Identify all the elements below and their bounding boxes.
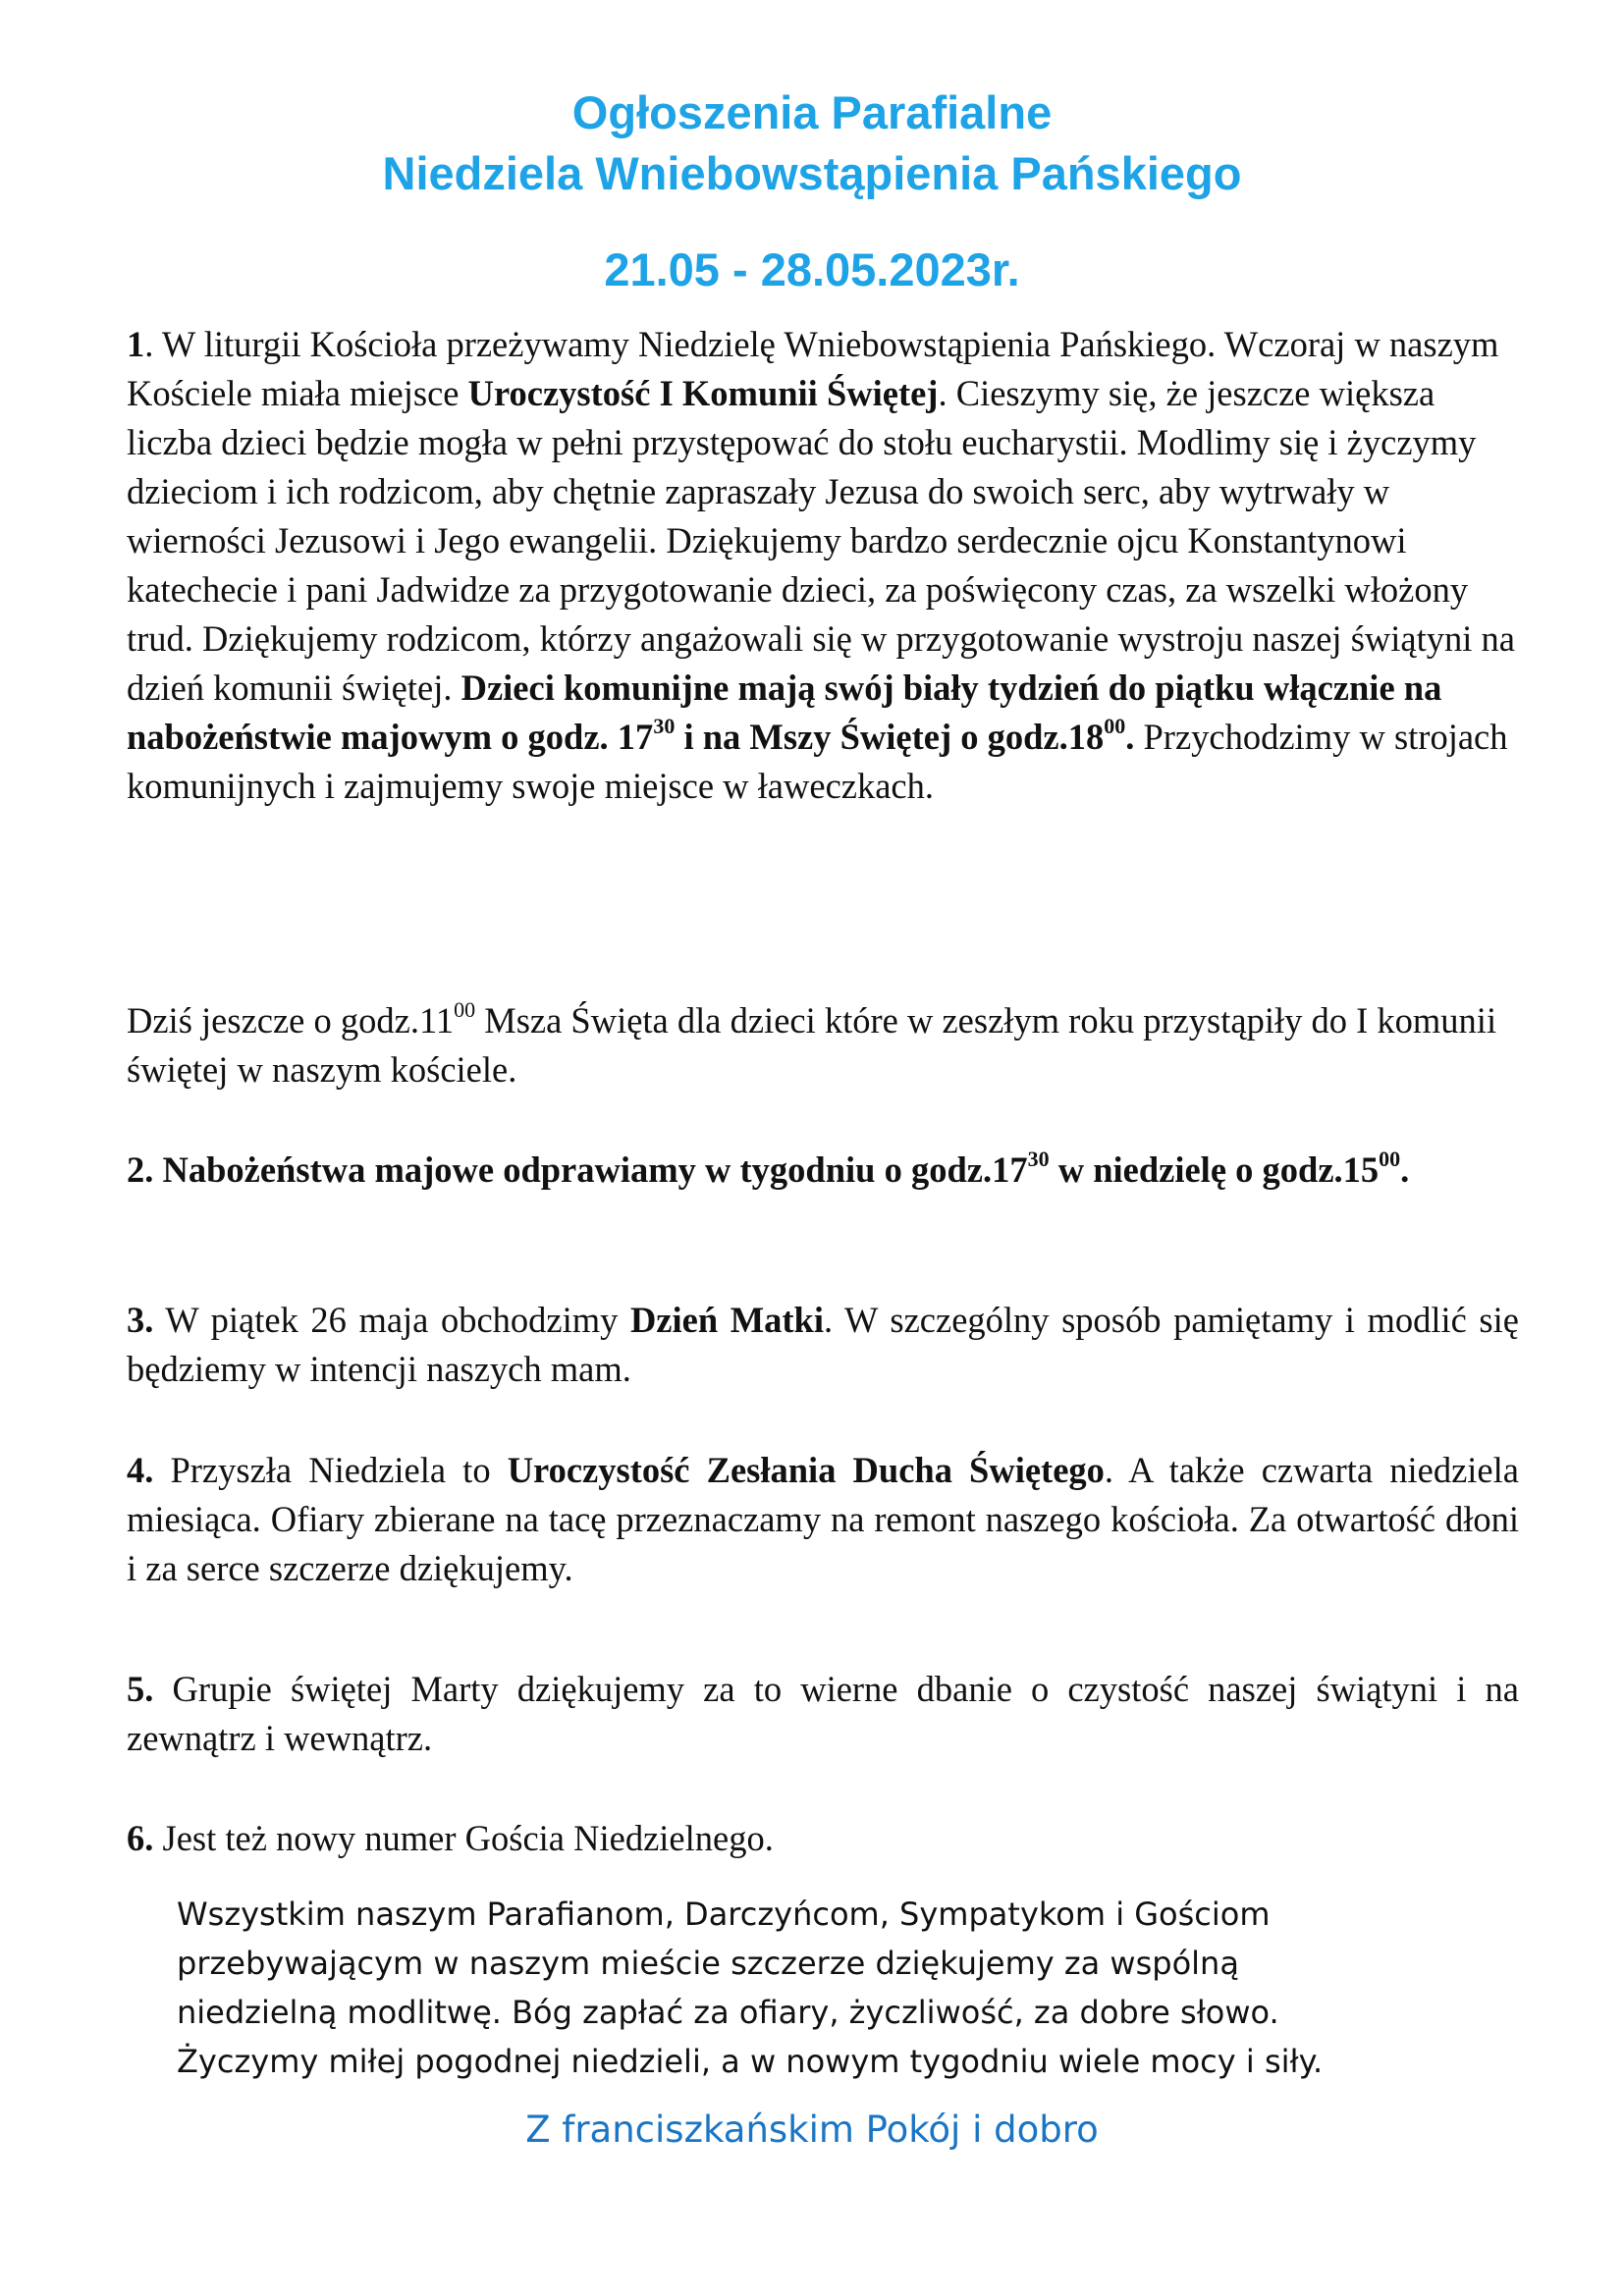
closing-line-1: Wszystkim naszym Parafianom, Darczyńcom, Sympatykom i Gościom bbox=[177, 1896, 1271, 1933]
date-range: 21.05 - 28.05.2023r. bbox=[604, 243, 1020, 295]
announcement-5: 5. Grupie świętej Marty dziękujemy za to wierne dbanie o czystość naszej świątyni i na zewnątrz i wewnątrz. bbox=[127, 1669, 1519, 1758]
announcement-2: 2. Nabożeństwa majowe odprawiamy w tygodniu o $godz.17^{30}$ w niedzielę o $godz.15^{00}$. bbox=[127, 1146, 1410, 1190]
closing-line-3: niedzielną modlitwę. Bóg zapłać za ofiary, życzliwość, za dobre słowo. bbox=[177, 1994, 1279, 2031]
announcement-number: 3. bbox=[127, 1300, 154, 1340]
announcement-1: 1. W liturgii Kościoła przeżywamy Niedzielę Wniebowstąpienia Pańskiego. Wczoraj w naszym Kościele miała miejsce Uroczystość I Komunii Świętej. Cieszymy się, że jeszcze większa liczba dzieci będzie mogła w pełni przystępować do stołu eucharystii. Modlimy się i życzymy dzieciom i ich rodzicom, aby chętnie zapraszały Jezusa do swoich serc, aby wytrwały w wierności Jezusowi i Jego ewangelii. Dziękujemy bardzo serdecznie ojcu Konstantynowi katechecie i pani Jadwidze za przygotowanie dzieci, za poświęcony czas, za wszelki włożony trud. Dziękujemy rodzicom, którzy angażowali się w przygotowanie wystroju naszej świątyni na dzień komunii świętej. Dzieci komunijne mają swój biały tydzień do piątku włącznie na nabożeństwie majowym o godz. $17^{30}$ i na Mszy Świętej o $godz.18^{00}$. Przychodzimy w strojach komunijnych i zajmujemy swoje miejsce w ławeczkach. bbox=[127, 324, 1515, 806]
closing-line-4: Życzymy miłej pogodnej niedzieli, a w nowym tygodniu wiele mocy i siły. bbox=[177, 2043, 1324, 2080]
announcement-number: 5. bbox=[127, 1669, 154, 1709]
announcement-4: 4. Przyszła Niedziela to Uroczystość Zesłania Ducha Świętego. A także czwarta niedziela miesiąca. Ofiary zbierane na tacę przeznaczamy na remont naszego kościoła. Za otwartość dłoni i za serce szczerze dziękujemy. bbox=[127, 1450, 1519, 1588]
announcement-number: 1 bbox=[127, 324, 145, 364]
announcement-number: 6. bbox=[127, 1818, 154, 1858]
announcement-1-note: Dziś jeszcze o $godz.11^{00}$ Msza Święta dla dzieci które w zeszłym roku przystąpiły do I komunii świętej w naszym kościele. bbox=[127, 996, 1497, 1090]
announcement-6: 6. Jest też nowy numer Gościa Niedzielnego. bbox=[127, 1818, 774, 1858]
announcement-3: 3. W piątek 26 maja obchodzimy Dzień Matki. W szczególny sposób pamiętamy i modlić się będziemy w intencji naszych mam. bbox=[127, 1300, 1519, 1389]
page-subtitle: Niedziela Wniebowstąpienia Pańskiego bbox=[382, 147, 1242, 199]
closing-line-2: przebywającym w naszym mieście szczerze dziękujemy za wspólną bbox=[177, 1945, 1239, 1982]
announcement-number: 4. bbox=[127, 1450, 154, 1490]
page-title: Ogłoszenia Parafialne bbox=[571, 86, 1053, 138]
signature: Z franciszkańskim Pokój i dobro bbox=[525, 2109, 1099, 2151]
